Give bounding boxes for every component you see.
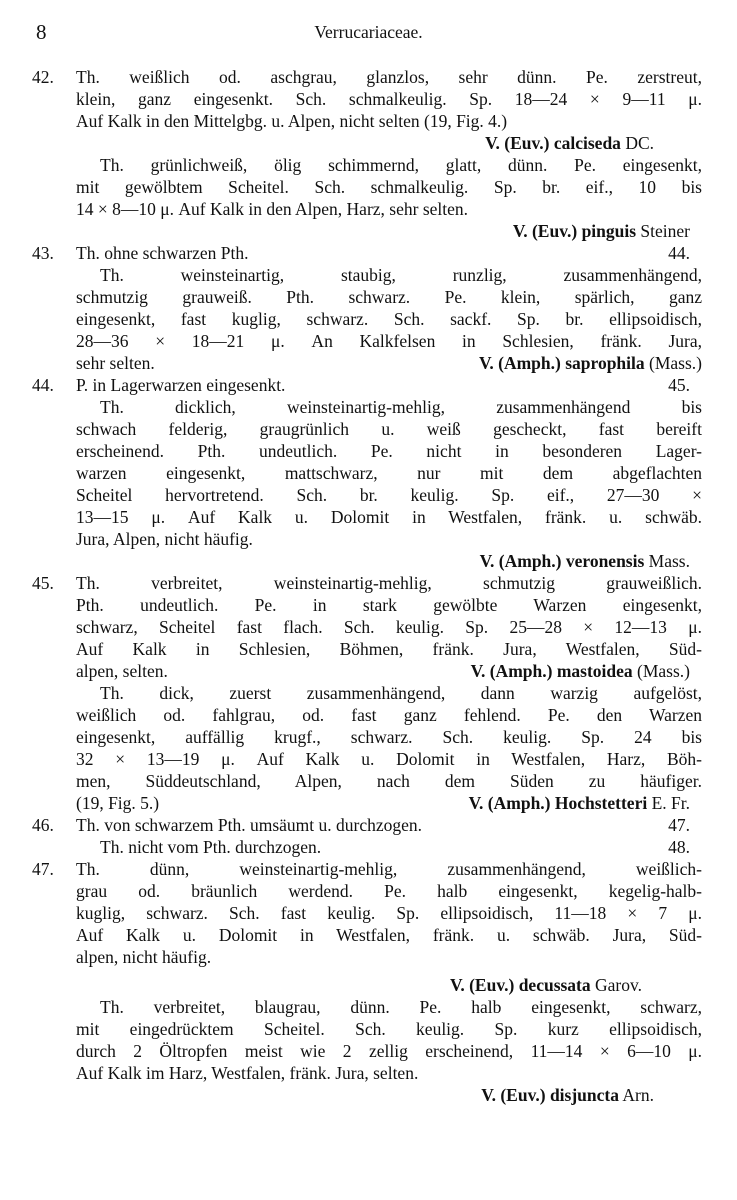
line-text: erscheinend. Pth. undeutlich. Pe. nicht in besonderen Lager-: [76, 441, 702, 461]
text-line: [32, 66, 702, 88]
line-text: Th. ohne schwarzen Pth.: [76, 243, 249, 263]
text-line: [100, 264, 702, 286]
text-line: [76, 770, 702, 792]
lead-number: 45.: [668, 375, 690, 395]
couplet-number: 42.: [32, 67, 54, 87]
couplet-number: 44.: [32, 375, 54, 395]
text-line: [76, 352, 702, 374]
line-text: Pth. undeutlich. Pe. in stark gewölbte Warzen eingesenkt,: [76, 595, 702, 615]
line-text: Th. grünlichweiß, ölig schimmernd, glatt, dünn. Pe. eingesenkt,: [100, 155, 702, 175]
text-line: [76, 506, 702, 528]
text-line: [100, 996, 702, 1018]
couplet-number: 46.: [32, 815, 54, 835]
text-line: [100, 836, 702, 858]
line-text: durch 2 Öltropfen meist wie 2 zellig erscheinend, 11—14 × 6—10 μ.: [76, 1041, 702, 1061]
line-text: klein, ganz eingesenkt. Sch. schmalkeulig. Sp. 18—24 × 9—11 μ.: [76, 89, 702, 109]
lead-number: 47.: [668, 815, 690, 835]
line-text: mit gewölbtem Scheitel. Sch. schmalkeulig. Sp. br. eif., 10 bis: [76, 177, 702, 197]
text-line: [76, 638, 702, 660]
species-name: V. (Amph.) mastoidea (Mass.): [470, 661, 690, 681]
line-text: Th. weinsteinartig, staubig, runzlig, zusammenhängend,: [100, 265, 702, 285]
species-name: V. (Euv.) disjuncta Arn.: [481, 1085, 654, 1105]
line-text: P. in Lagerwarzen eingesenkt.: [76, 375, 286, 395]
line-text: Scheitel hervortretend. Sch. br. keulig. Sp. eif., 27—30 ×: [76, 485, 702, 505]
line-text: warzen eingesenkt, mattschwarz, nur mit dem abgeflachten: [76, 463, 702, 483]
text-line: [32, 572, 702, 594]
line-text: alpen, nicht häufig.: [76, 947, 212, 967]
line-text: sehr selten.: [76, 353, 155, 373]
text-line: [76, 660, 702, 682]
line-text: eingesenkt, fast kuglig, schwarz. Sch. sackf. Sp. br. ellipsoidisch,: [76, 309, 702, 329]
species-name: V. (Euv.) pinguis Steiner: [512, 221, 690, 241]
lead-number: 48.: [668, 837, 690, 857]
line-text: Auf Kalk u. Dolomit in Westfalen, fränk. u. schwäb. Jura, Süd-: [76, 925, 702, 945]
text-line: [76, 704, 702, 726]
text-line: [76, 418, 702, 440]
line-text: Th. weißlich od. aschgrau, glanzlos, sehr dünn. Pe. zerstreut,: [76, 67, 702, 87]
text-line: [76, 330, 702, 352]
couplet-number: 43.: [32, 243, 54, 263]
text-line: [76, 286, 702, 308]
text-line: [76, 440, 702, 462]
species-name: V. (Amph.) saprophila (Mass.): [478, 353, 702, 373]
line-text: Th. verbreitet, weinsteinartig-mehlig, schmutzig grauweißlich.: [76, 573, 702, 593]
text-line: [76, 726, 702, 748]
text-line: [100, 396, 702, 418]
text-line: [76, 176, 702, 198]
line-text: weißlich od. fahlgrau, od. fast ganz fehlend. Pe. den Warzen: [76, 705, 702, 725]
line-text: men, Süddeutschland, Alpen, nach dem Süden zu häufiger.: [76, 771, 702, 791]
line-text: Th. verbreitet, blaugrau, dünn. Pe. halb eingesenkt, schwarz,: [100, 997, 702, 1017]
text-line: [76, 1040, 702, 1062]
line-text: Jura, Alpen, nicht häufig.: [76, 529, 253, 549]
line-text: 32 × 13—19 μ. Auf Kalk u. Dolomit in Westfalen, Harz, Böh-: [76, 749, 702, 769]
text-line: [32, 858, 702, 880]
line-text: kuglig, schwarz. Sch. fast keulig. Sp. ellipsoidisch, 11—18 × 7 μ.: [76, 903, 702, 923]
line-text: alpen, selten.: [76, 661, 168, 681]
species-name: V. (Amph.) Hochstetteri E. Fr.: [468, 793, 690, 813]
couplet-number: 45.: [32, 573, 54, 593]
line-text: 13—15 μ. Auf Kalk u. Dolomit in Westfalen, fränk. u. schwäb.: [76, 507, 702, 527]
line-text: Th. dicklich, weinsteinartig-mehlig, zusammenhängend bis: [100, 397, 702, 417]
text-line: [76, 594, 702, 616]
text-line: [76, 528, 702, 550]
species-name: V. (Amph.) veronensis Mass.: [479, 551, 690, 571]
line-text: schwarz, Scheitel fast flach. Sch. keulig. Sp. 25—28 × 12—13 μ.: [76, 617, 702, 637]
text-line: [76, 616, 702, 638]
text-line: [76, 308, 702, 330]
line-text: Th. dünn, weinsteinartig-mehlig, zusammenhängend, weißlich-: [76, 859, 702, 879]
line-text: Th. von schwarzem Pth. umsäumt u. durchzogen.: [76, 815, 423, 835]
species-name: V. (Euv.) decussata Garov.: [449, 975, 642, 995]
text-line: [32, 374, 702, 396]
text-line: [76, 1018, 702, 1040]
text-line: [76, 880, 702, 902]
line-text: schmutzig grauweiß. Pth. schwarz. Pe. klein, spärlich, ganz: [76, 287, 702, 307]
species-name: V. (Euv.) calciseda DC.: [485, 133, 654, 153]
couplet-number: 47.: [32, 859, 54, 879]
text-line: [32, 814, 702, 836]
line-text: Th. nicht vom Pth. durchzogen.: [100, 837, 322, 857]
line-text: grau od. bräunlich werdend. Pe. halb eingesenkt, kegelig-halb-: [76, 881, 702, 901]
line-text: Auf Kalk in den Mittelgbg. u. Alpen, nicht selten (19, Fig. 4.): [76, 111, 508, 131]
line-text: mit eingedrücktem Scheitel. Sch. keulig. Sp. kurz ellipsoidisch,: [76, 1019, 702, 1039]
text-line: [76, 110, 702, 132]
text-line: [76, 946, 702, 968]
text-line: [76, 1062, 702, 1084]
line-text: Th. dick, zuerst zusammenhängend, dann warzig aufgelöst,: [100, 683, 702, 703]
line-text: schwach felderig, graugrünlich u. weiß gescheckt, fast bereift: [76, 419, 702, 439]
text-line: [76, 792, 702, 814]
line-text: Auf Kalk im Harz, Westfalen, fränk. Jura, selten.: [76, 1063, 419, 1083]
text-line: [76, 902, 702, 924]
text-line: [76, 748, 702, 770]
line-text: eingesenkt, auffällig krugf., schwarz. Sch. keulig. Sp. 24 bis: [76, 727, 702, 747]
text-line: [32, 242, 702, 264]
line-text: (19, Fig. 5.): [76, 793, 160, 813]
line-text: 28—36 × 18—21 μ. An Kalkfelsen in Schlesien, fränk. Jura,: [76, 331, 702, 351]
text-line: [76, 924, 702, 946]
page-number: 8: [36, 20, 47, 44]
text-line: [76, 484, 702, 506]
running-title: Verrucariaceae.: [314, 22, 423, 42]
line-text: 14 × 8—10 μ. Auf Kalk in den Alpen, Harz, sehr selten.: [76, 199, 469, 219]
text-line: [76, 198, 702, 220]
text-line: [76, 88, 702, 110]
lead-number: 44.: [668, 243, 690, 263]
line-text: Auf Kalk in Schlesien, Böhmen, fränk. Jura, Westfalen, Süd-: [76, 639, 702, 659]
text-line: [76, 462, 702, 484]
text-line: [100, 154, 702, 176]
text-line: [100, 682, 702, 704]
